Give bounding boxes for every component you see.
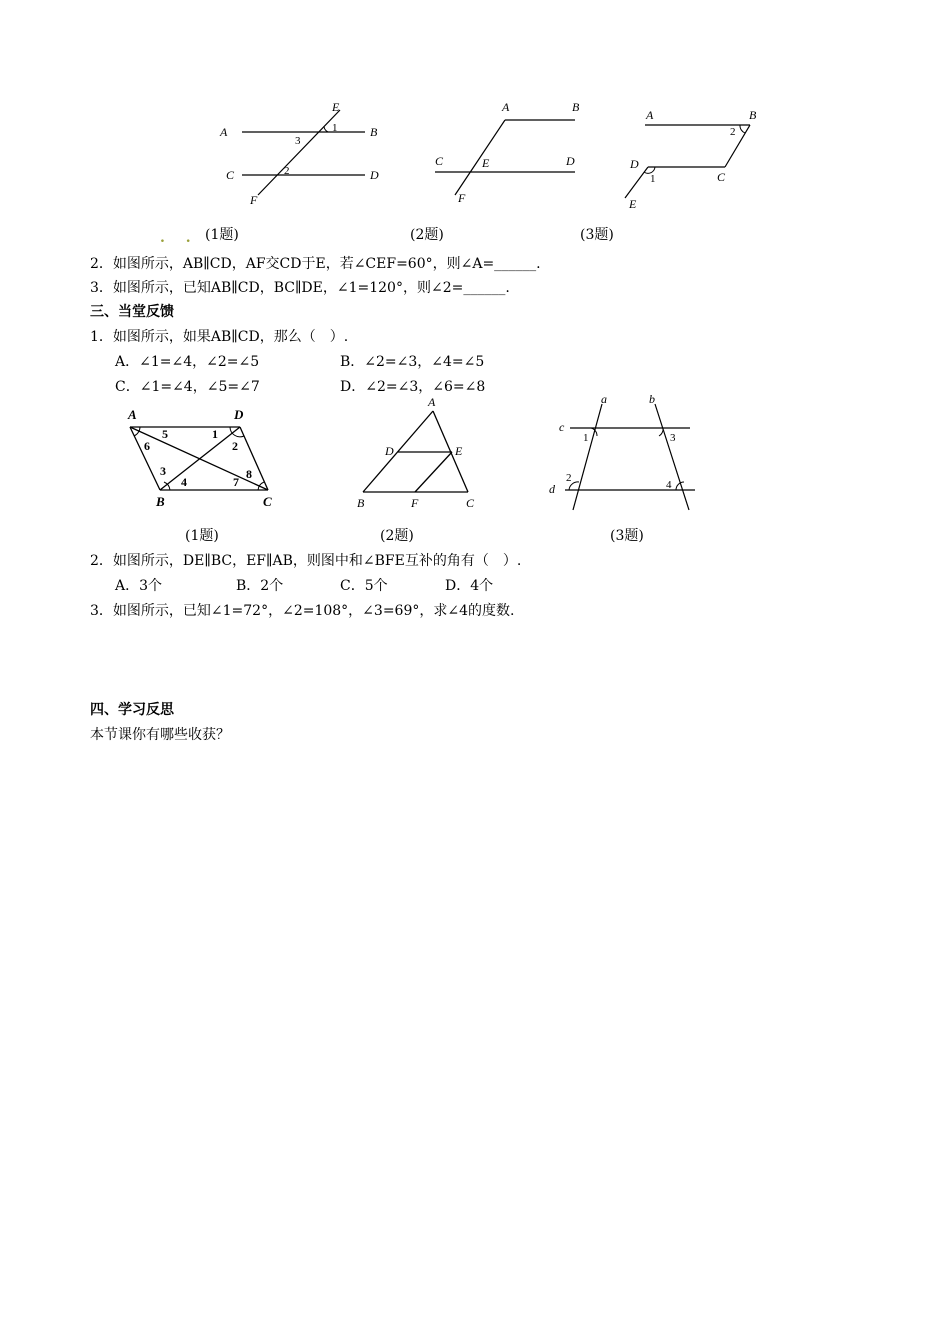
feedback-q2-option-c: C．5个 [340,578,388,594]
fig1-label-C: C [226,168,235,182]
fig1-angle-3: 3 [295,135,301,147]
fb2-label-D: D [385,444,394,458]
fig2-label-D: D [566,154,575,168]
fig2-label-F: F [458,191,466,205]
top-figure-2 [430,95,590,210]
fb3-label-d: d [549,482,555,496]
fig3-angle-2: 2 [730,126,736,138]
fb2-label-C: C [466,496,475,510]
fb1-angle-8: 8 [246,467,252,481]
fig3-label-A: A [646,108,654,122]
decorative-dots: . . [160,230,199,246]
fig2-label-C: C [435,154,444,168]
feedback-caption-2: (2题) [380,528,414,544]
fb3-angle-3: 3 [670,432,676,444]
fig3-angle-1: 1 [650,173,656,185]
top-caption-3: (3题) [580,227,614,243]
fig2-label-E: E [482,156,490,170]
feedback-figure-2 [350,395,490,515]
fig3-label-B: B [749,108,757,122]
fig3-label-E: E [629,197,637,211]
fb2-label-A: A [428,395,436,409]
fb1-label-B: B [156,494,165,509]
fig1-label-E: E [332,100,340,114]
fig1-angle-1: 1 [332,122,338,134]
feedback-q2-option-a: A．3个 [115,578,163,594]
feedback-q3-text: 3．如图所示，已知∠1=72°，∠2=108°，∠3=69°，求∠4的度数. [90,603,515,619]
feedback-q2-option-b: B．2个 [236,578,284,594]
top-caption-1: (1题) [205,227,239,243]
question-3-text: 3．如图所示，已知AB∥CD，BC∥DE，∠1=120°，则∠2=______. [90,280,510,296]
feedback-q1-option-c: C．∠1=∠4，∠5=∠7 [115,379,260,395]
reflection-prompt: 本节课你有哪些收获？ [90,727,230,743]
fb1-label-D: D [234,407,244,422]
fb3-angle-1: 1 [583,432,589,444]
fig1-label-F: F [250,193,258,207]
fig1-label-B: B [370,125,378,139]
fig1-angle-2: 2 [284,165,290,177]
fb1-angle-3: 3 [160,464,166,478]
fb1-angle-2: 2 [232,439,238,453]
fb3-angle-2: 2 [566,472,572,484]
feedback-q2-text: 2．如图所示，DE∥BC，EF∥AB，则图中和∠BFE互补的角有（ ）. [90,553,522,569]
fig1-label-D: D [370,168,379,182]
fb1-label-C: C [263,494,272,509]
feedback-q1-option-a: A．∠1=∠4，∠2=∠5 [115,354,260,370]
fig3-label-D: D [630,157,639,171]
fb3-label-a: a [601,392,607,406]
top-figure-3 [620,100,770,215]
feedback-figure-3 [545,392,705,517]
feedback-q2-option-d: D．4个 [445,578,494,594]
feedback-q1-option-d: D．∠2=∠3，∠6=∠8 [340,379,486,395]
fb3-label-b: b [649,392,655,406]
feedback-q1-option-b: B．∠2=∠3，∠4=∠5 [340,354,485,370]
fb1-angle-5: 5 [162,427,168,441]
section-3-heading: 三、当堂反馈 [90,304,174,320]
fb1-angle-6: 6 [144,439,150,453]
fig2-label-B: B [572,100,580,114]
feedback-caption-1: (1题) [185,528,219,544]
top-caption-2: (2题) [410,227,444,243]
fb3-angle-4: 4 [666,479,672,491]
fb3-label-c: c [559,420,565,434]
fb1-label-A: A [128,407,137,422]
feedback-caption-3: (3题) [610,528,644,544]
fb2-label-B: B [357,496,365,510]
fb2-label-F: F [411,496,419,510]
fb1-angle-1: 1 [212,427,218,441]
fig2-label-A: A [502,100,510,114]
fb1-angle-7: 7 [233,475,239,489]
top-figure-1 [220,95,390,210]
fb1-angle-4: 4 [181,475,187,489]
feedback-figure-1 [120,402,285,512]
fig1-label-A: A [220,125,228,139]
feedback-q1-text: 1．如图所示，如果AB∥CD，那么（ ）. [90,329,349,345]
section-4-heading: 四、学习反思 [90,702,174,718]
question-2-text: 2．如图所示，AB∥CD，AF交CD于E，若∠CEF=60°，则∠A=______. [90,256,541,272]
fb2-label-E: E [455,444,463,458]
fig3-label-C: C [717,170,726,184]
